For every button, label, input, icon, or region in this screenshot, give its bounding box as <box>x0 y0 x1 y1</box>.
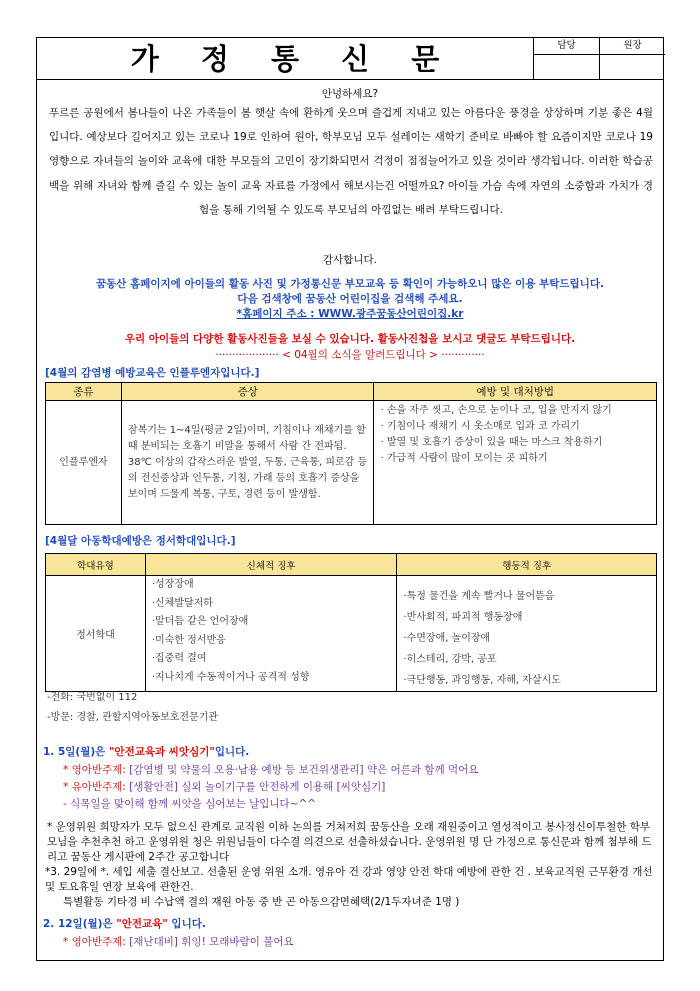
report-phone: -전화: 국번없이 112 <box>47 692 138 703</box>
infection-symptom: 잠복기는 1~4일(평균 2일)이며, 기침이나 재채기를 할 때 분비되는 호흡기 비말을 통해서 사람 간 전파됨. 38℃ 이상의 갑작스러운 발열, 두통, 근육통, 피로감 등의 전신증상과 인두통, 기침, 가래 등의 호흡기 증상을 보이며 드물게 복통, 구토, 경련 등이 발생함. <box>121 401 374 525</box>
committee-para: *3. 29일에 *. 세입 세출 결산보고. 선출된 운영 위원 소개. 영유아 건 강과 영양 안전 학대 예방에 관한 건 . 보육교직원 근무환경 개선 및 토요휴일 연장 보육에 관한건. <box>45 866 653 893</box>
committee-para: 특별활동 기타경 비 수납액 결의 재원 아동 중 반 곤 아동으감면혜택(2/1두자녀준 1명 ) <box>63 896 460 908</box>
col-header: 예방 및 대처방법 <box>374 383 657 401</box>
approval-label: 담당 <box>534 38 599 55</box>
infection-prevention <box>374 401 657 525</box>
prevention-item: · 기침이나 재채기 시 옷소매로 입과 코 가리기 <box>380 421 580 432</box>
event-1 <box>43 744 249 759</box>
event-title: "안전교육" <box>116 918 168 930</box>
header <box>37 38 663 80</box>
col-header: 신체적 징후 <box>145 554 397 576</box>
infection-table <box>45 382 657 525</box>
event-2-infant-topic <box>63 934 294 949</box>
approval-label: 원장 <box>600 38 665 55</box>
photo-notice: 우리 아이들의 다양한 활동사진들을 보실 수 있습니다. 활동사진첩을 보시고 댓글도 부탁드립니다. <box>124 333 576 345</box>
event-2 <box>43 916 206 931</box>
physical-sign: ·집중력 결여 <box>151 653 207 664</box>
topic-label: * 유아반주제: <box>63 781 130 793</box>
event-date: 2. 12일(월)은 <box>43 918 117 930</box>
homepage-url[interactable]: *홈페이지 주소 : WWW.광주꿈동산어린이집.kr <box>236 308 464 320</box>
homepage-notice: 꿈동산 홈페이지에 아이들의 활동 사진 및 가정통신문 부모교육 등 확인이 가능하오니 많은 이용 부탁드립니다. <box>96 278 604 290</box>
topic-text: [감염병 및 약물의 오용·남용 예방 등 보건위생관리] 약은 어른과 함께 먹어요 <box>129 764 479 776</box>
newsletter-frame <box>36 37 664 961</box>
event-1-note: - 식목일을 맞이해 함께 씨앗을 심어보는 날입니다~^^ <box>63 798 317 810</box>
greeting: 안녕하세요? <box>321 88 379 100</box>
approval-box-director <box>599 38 665 80</box>
news-divider: ··················· < 04월의 소식을 알려드립니다 > ············· <box>215 349 485 361</box>
event-date: 1. 5일(월)은 <box>43 746 109 758</box>
event-tail: 입니다. <box>214 746 250 758</box>
committee-notice <box>45 820 657 910</box>
behavioral-sign: ·극단행동, 과잉행동, 자해, 자살시도 <box>403 675 561 686</box>
physical-sign: ·지나치게 수동적이거나 공격적 성향 <box>151 671 310 683</box>
col-header: 학대유형 <box>46 554 146 576</box>
physical-sign: ·말더듬 같은 언어장애 <box>151 616 249 627</box>
behavioral-sign: ·반사회적, 파괴적 행동장애 <box>403 612 523 623</box>
page-title: 가 정 통 신 문 <box>130 42 456 76</box>
abuse-type: 정서학대 <box>46 576 146 692</box>
approval-box-manager <box>533 38 599 80</box>
report-visit: -방문: 경찰, 관할지역아동보호전문기관 <box>47 712 219 723</box>
physical-sign: ·신체발달저하 <box>151 597 213 609</box>
physical-sign: ·성장장애 <box>151 579 194 590</box>
prevention-item: · 손을 자주 씻고, 손으로 눈이나 코, 입을 만지지 않기 <box>380 405 612 416</box>
event-1-child-topic <box>63 779 385 794</box>
col-header: 종류 <box>46 383 122 401</box>
topic-text: [재난대비] 휘잉! 모래바람이 불어요 <box>129 936 294 948</box>
event-title: "안전교육과 씨앗심기" <box>108 746 215 758</box>
abuse-behavioral <box>397 576 657 692</box>
event-tail: 입니다. <box>167 918 206 930</box>
behavioral-sign: ·수면장애, 놀이장애 <box>403 633 491 644</box>
behavioral-sign: ·특정 물건을 계속 빨거나 물어뜯음 <box>403 591 555 602</box>
col-header: 증상 <box>121 383 374 401</box>
committee-para: * 운영위원 희망자가 모두 없으신 관계로 교직원 이하 논의를 거쳐저희 꿈동산을 오래 재원중이고 열성적이고 봉사정신이투철한 학부모님을 추천추천 하고 운영위원 청은 위원님들이 다수결 의견으로 선출하셨습니다. 운영위원 명 단 가정으로 통신문과 함께 첨부해 드리고 꿈동산 게시판에 2주간 공고합니다 <box>47 821 652 863</box>
homepage-search: 다음 검색창에 꿈동산 어린이집을 검색해 주세요. <box>237 293 463 305</box>
physical-sign: ·미숙한 정서반응 <box>151 634 226 646</box>
infection-heading: [4월의 감염병 예방교육은 인플루엔자입니다.] <box>45 367 260 379</box>
intro-paragraph: 푸르른 공원에서 봄나들이 나온 가족들이 봄 햇살 속에 환하게 웃으며 즐겁게 지내고 있는 아름다운 풍경을 상상하며 기분 좋은 4월입니다. 예상보다 길어지고 있는 코로나 19로 인하여 원아, 학부모님 모두 설레이는 새학기 준비로 바빠야 할 요즘이지만 코로나 19영향으로 자녀들의 놀이와 교육에 대한 부모들의 고민이 장기화되면서 걱정이 점점늘어가고 있을 것이라 생각됩니다. 이러한 학습공백을 위해 자녀와 함께 즐길 수 있는 놀이 교육 자료를 가정에서 해보시는건 어떨까요? 아이들 가슴 속에 자연의 소중함과 가치가 경험을 통해 기억될 수 있도록 부모님의 아낌없는 배려 부탁드립니다. <box>49 107 653 216</box>
topic-text: [생활안전] 실외 놀이기구를 안전하게 이용해 [씨앗심기] <box>129 781 386 793</box>
prevention-item: · 발열 및 호흡기 증상이 있을 때는 마스크 착용하기 <box>380 437 603 448</box>
prevention-item: · 가급적 사람이 많이 모이는 곳 피하기 <box>380 453 548 464</box>
event-1-infant-topic <box>63 762 478 777</box>
abuse-table <box>45 553 657 692</box>
thanks-text: 감사합니다. <box>322 254 378 266</box>
abuse-physical <box>145 576 397 692</box>
topic-label: * 영아반주제: <box>63 764 130 776</box>
infection-type: 인플루엔자 <box>46 401 122 525</box>
behavioral-sign: ·히스테리, 강박, 공포 <box>403 654 497 665</box>
topic-label: * 영아반주제: <box>63 936 130 948</box>
col-header: 행동적 징후 <box>397 554 657 576</box>
abuse-heading: [4월달 아동학대예방은 정서학대입니다.] <box>45 535 236 547</box>
